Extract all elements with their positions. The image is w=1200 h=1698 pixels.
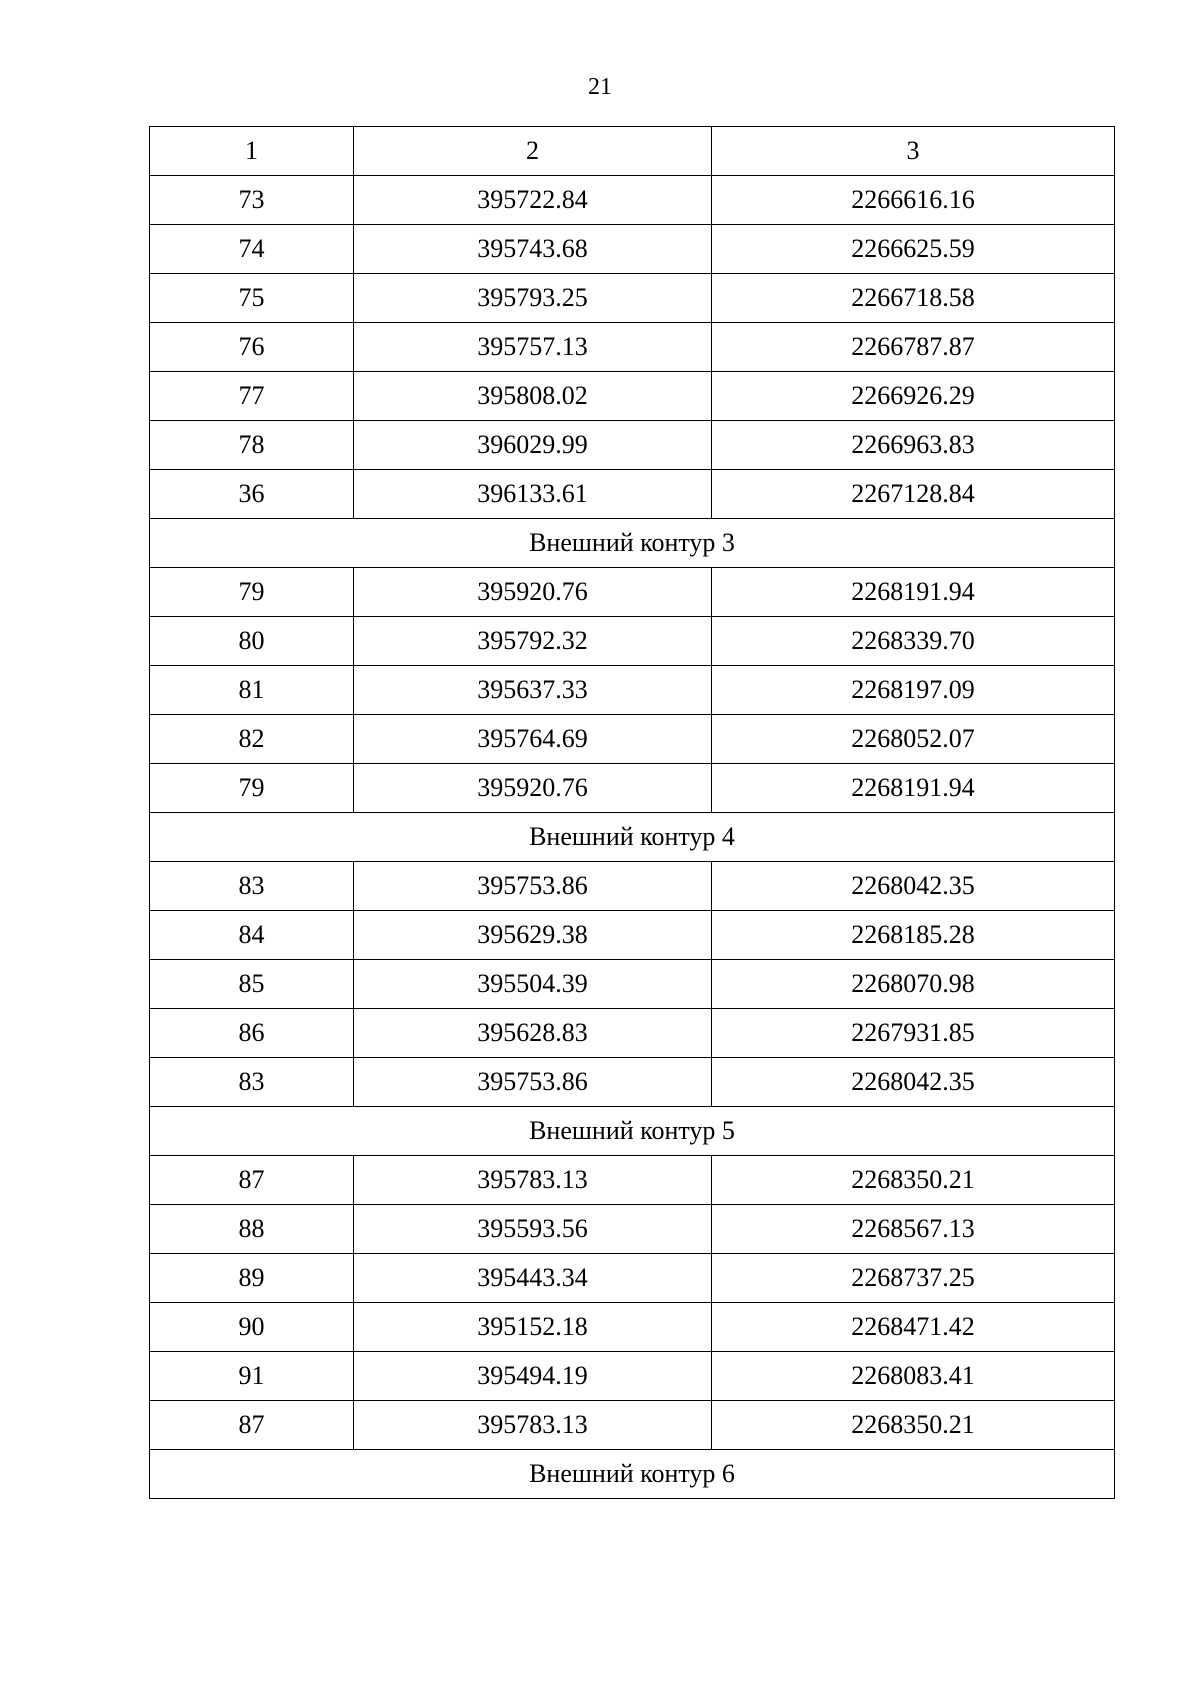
coordinate-y-cell: 2268737.25 xyxy=(712,1254,1115,1303)
point-number-cell: 85 xyxy=(150,960,354,1009)
point-number-cell: 82 xyxy=(150,715,354,764)
point-number-cell: 83 xyxy=(150,1058,354,1107)
coordinate-y-cell: 2266616.16 xyxy=(712,176,1115,225)
point-number-cell: 90 xyxy=(150,1303,354,1352)
table-row xyxy=(150,1303,1115,1352)
coordinate-x-cell: 395757.13 xyxy=(354,323,712,372)
section-row xyxy=(150,1107,1115,1156)
coordinate-y-cell: 2266625.59 xyxy=(712,225,1115,274)
section-row xyxy=(150,1450,1115,1499)
coordinate-x-cell: 396133.61 xyxy=(354,470,712,519)
table-row xyxy=(150,225,1115,274)
coordinate-y-cell: 2267128.84 xyxy=(712,470,1115,519)
coordinate-y-cell: 2268052.07 xyxy=(712,715,1115,764)
coordinate-y-cell: 2268083.41 xyxy=(712,1352,1115,1401)
coordinate-x-cell: 395628.83 xyxy=(354,1009,712,1058)
point-number-cell: 84 xyxy=(150,911,354,960)
coordinate-x-cell: 395808.02 xyxy=(354,372,712,421)
coordinate-x-cell: 395920.76 xyxy=(354,764,712,813)
point-number-cell: 89 xyxy=(150,1254,354,1303)
section-label: Внешний контур 5 xyxy=(150,1107,1115,1156)
table-row xyxy=(150,862,1115,911)
coordinate-x-cell: 395629.38 xyxy=(354,911,712,960)
point-number-cell: 79 xyxy=(150,568,354,617)
point-number-cell: 76 xyxy=(150,323,354,372)
table-body xyxy=(150,176,1115,1499)
coordinate-y-cell: 2268567.13 xyxy=(712,1205,1115,1254)
coordinate-y-cell: 2266718.58 xyxy=(712,274,1115,323)
section-row xyxy=(150,813,1115,862)
table-header-row xyxy=(150,127,1115,176)
table-row xyxy=(150,1254,1115,1303)
point-number-cell: 81 xyxy=(150,666,354,715)
point-number-cell: 79 xyxy=(150,764,354,813)
coordinate-y-cell: 2268191.94 xyxy=(712,568,1115,617)
coordinate-y-cell: 2267931.85 xyxy=(712,1009,1115,1058)
coordinate-y-cell: 2268339.70 xyxy=(712,617,1115,666)
coordinate-x-cell: 395494.19 xyxy=(354,1352,712,1401)
coordinates-table xyxy=(149,126,1115,1499)
coordinate-y-cell: 2266926.29 xyxy=(712,372,1115,421)
coordinate-x-cell: 395793.25 xyxy=(354,274,712,323)
point-number-cell: 91 xyxy=(150,1352,354,1401)
page-number: 21 xyxy=(588,74,612,100)
coordinate-x-cell: 395783.13 xyxy=(354,1156,712,1205)
coordinate-y-cell: 2268042.35 xyxy=(712,862,1115,911)
table-row xyxy=(150,470,1115,519)
table-row xyxy=(150,1156,1115,1205)
point-number-cell: 73 xyxy=(150,176,354,225)
coordinate-x-cell: 395753.86 xyxy=(354,1058,712,1107)
coordinate-x-cell: 395637.33 xyxy=(354,666,712,715)
table-row xyxy=(150,1352,1115,1401)
coordinate-y-cell: 2268070.98 xyxy=(712,960,1115,1009)
table-row xyxy=(150,911,1115,960)
table-row xyxy=(150,274,1115,323)
coordinate-y-cell: 2268471.42 xyxy=(712,1303,1115,1352)
coordinate-x-cell: 395152.18 xyxy=(354,1303,712,1352)
point-number-cell: 36 xyxy=(150,470,354,519)
point-number-cell: 88 xyxy=(150,1205,354,1254)
table-row xyxy=(150,715,1115,764)
table-row xyxy=(150,1058,1115,1107)
table-row xyxy=(150,372,1115,421)
coordinate-x-cell: 395783.13 xyxy=(354,1401,712,1450)
table-row xyxy=(150,617,1115,666)
section-label: Внешний контур 4 xyxy=(150,813,1115,862)
point-number-cell: 87 xyxy=(150,1156,354,1205)
point-number-cell: 75 xyxy=(150,274,354,323)
coordinate-x-cell: 395443.34 xyxy=(354,1254,712,1303)
table-row xyxy=(150,666,1115,715)
point-number-cell: 77 xyxy=(150,372,354,421)
table-row xyxy=(150,323,1115,372)
section-row xyxy=(150,519,1115,568)
coordinate-x-cell: 395504.39 xyxy=(354,960,712,1009)
point-number-cell: 74 xyxy=(150,225,354,274)
coordinate-x-cell: 395743.68 xyxy=(354,225,712,274)
coordinate-y-cell: 2268350.21 xyxy=(712,1401,1115,1450)
point-number-cell: 80 xyxy=(150,617,354,666)
coordinate-x-cell: 395764.69 xyxy=(354,715,712,764)
coordinate-x-cell: 395753.86 xyxy=(354,862,712,911)
table-row xyxy=(150,176,1115,225)
table-row xyxy=(150,1009,1115,1058)
coordinate-x-cell: 396029.99 xyxy=(354,421,712,470)
point-number-cell: 86 xyxy=(150,1009,354,1058)
coordinate-y-cell: 2266963.83 xyxy=(712,421,1115,470)
table-row xyxy=(150,1205,1115,1254)
table-row xyxy=(150,568,1115,617)
coordinate-y-cell: 2268185.28 xyxy=(712,911,1115,960)
coordinate-x-cell: 395722.84 xyxy=(354,176,712,225)
table-row xyxy=(150,764,1115,813)
point-number-cell: 87 xyxy=(150,1401,354,1450)
coordinate-x-cell: 395593.56 xyxy=(354,1205,712,1254)
coordinate-y-cell: 2266787.87 xyxy=(712,323,1115,372)
coordinate-y-cell: 2268350.21 xyxy=(712,1156,1115,1205)
table-row xyxy=(150,960,1115,1009)
coordinate-x-cell: 395792.32 xyxy=(354,617,712,666)
coordinate-y-cell: 2268197.09 xyxy=(712,666,1115,715)
point-number-cell: 83 xyxy=(150,862,354,911)
coordinate-y-cell: 2268042.35 xyxy=(712,1058,1115,1107)
column-header-2: 2 xyxy=(354,127,712,176)
table-row xyxy=(150,421,1115,470)
column-header-1: 1 xyxy=(150,127,354,176)
column-header-3: 3 xyxy=(712,127,1115,176)
point-number-cell: 78 xyxy=(150,421,354,470)
coordinate-x-cell: 395920.76 xyxy=(354,568,712,617)
table-row xyxy=(150,1401,1115,1450)
coordinate-y-cell: 2268191.94 xyxy=(712,764,1115,813)
section-label: Внешний контур 3 xyxy=(150,519,1115,568)
section-label: Внешний контур 6 xyxy=(150,1450,1115,1499)
